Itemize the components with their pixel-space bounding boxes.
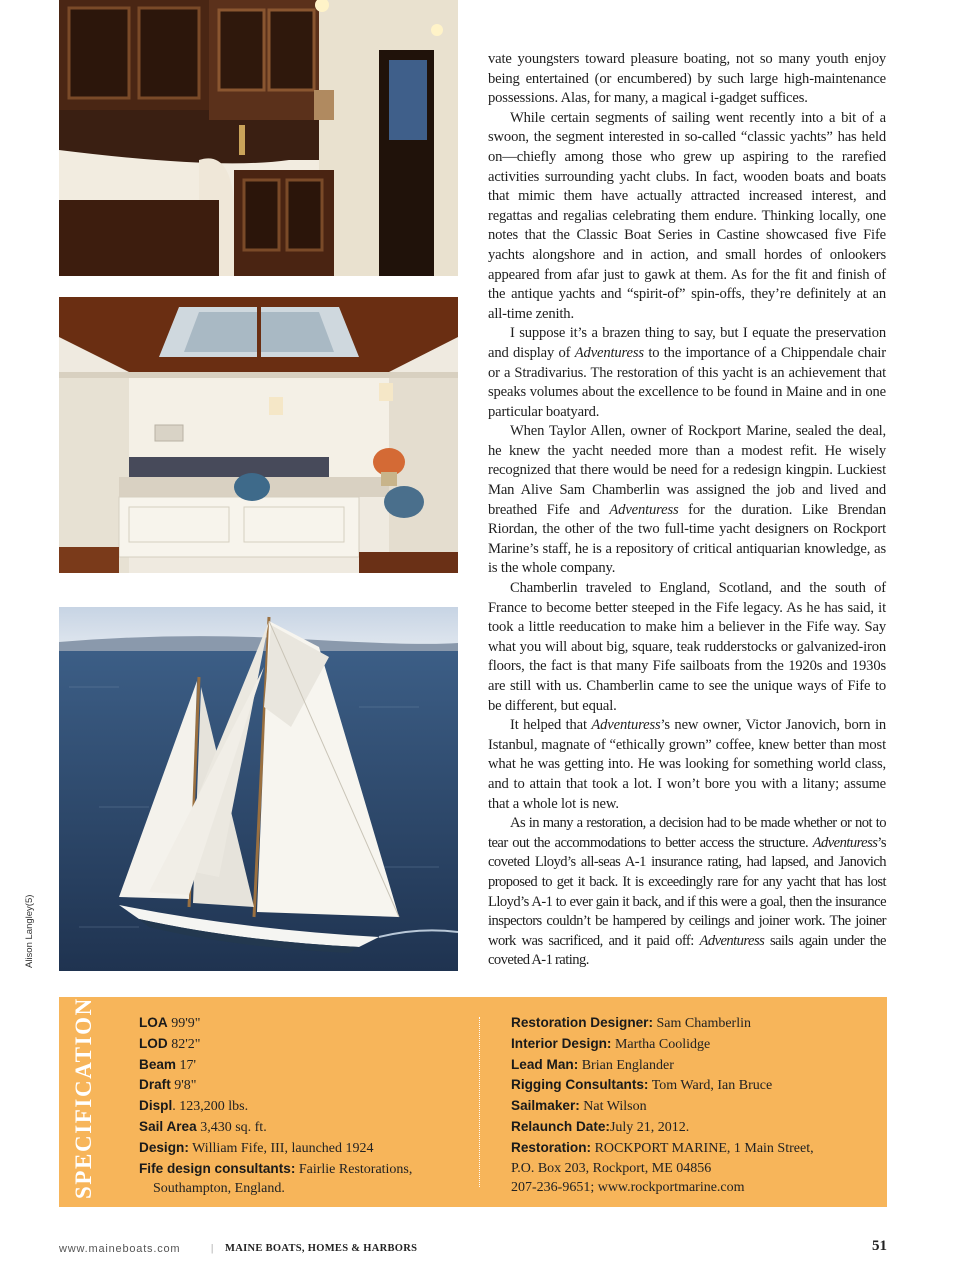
spec-row: Sailmaker: Nat Wilson: [511, 1098, 647, 1115]
photo-credit: Alison Langley(5): [24, 894, 35, 968]
footer-separator: |: [211, 1242, 214, 1254]
spec-row: Relaunch Date:July 21, 2012.: [511, 1118, 690, 1135]
spec-row: Interior Design: Martha Coolidge: [511, 1035, 711, 1052]
spec-row: Displ. 123,200 lbs.: [139, 1098, 249, 1115]
page-footer: [59, 1240, 887, 1260]
vessel-name: Adventuress: [699, 932, 765, 949]
article-paragraph: While certain segments of sailing went recently into a bit of a swoon, the segment interested in so-called “classic yachts” has held on—chiefly among those who grew up aspiring to the rarefied activities surrounding yacht clubs. In fact, wooden boats and boats that mimic them have actually attracted increased interest, and regattas and regalias celebrating them endure. Thinking locally, one notes that the Classic Boat Series in Castine showcased five Fife yachts alongshore and in action, and small hordes of onlookers appeared from afar just to gawk at them. As for the fit and finish of the antique yachts and “spirit-of” spin-offs, they’re definitely at an all-time zenith.: [488, 109, 886, 322]
vessel-name: Adventuress: [609, 501, 679, 518]
photo-cabin-interior: [59, 297, 458, 573]
specifications-box: [59, 982, 887, 1207]
photo-schooner-under-sail: [59, 607, 458, 971]
specs-right-column: [511, 1013, 871, 1198]
specs-divider: [479, 1017, 480, 1187]
spec-row: Restoration: ROCKPORT MARINE, 1 Main Street,: [511, 1139, 814, 1156]
vessel-name: Adventuress: [591, 717, 661, 734]
article-paragraph: I suppose it’s a brazen thing to say, but I equate the preservation and display of Adventuress to the importance of a Chippendale chair or a Stradivarius. The restoration of this yacht is an achievement that speaks volumes about the excellence to be found in Maine and in one particular boatyard.: [488, 325, 886, 420]
footer-website-link[interactable]: www.maineboats.com: [59, 1243, 181, 1255]
spec-row: LOD 82'2": [139, 1035, 201, 1052]
spec-row: Lead Man: Brian Englander: [511, 1056, 674, 1073]
vessel-name: Adventuress: [574, 344, 644, 361]
spec-row: Sail Area 3,430 sq. ft.: [139, 1118, 267, 1135]
article-paragraph: As in many a restoration, a decision had to be made whether or not to tear out the accommodations to better access the structure. Adventuress’s coveted Lloyd’s all-seas A-1 insurance rating, had lapsed, and Janovich proposed to get it back. It is exceedingly rare for any yacht that has lost Lloyd’s A-1 to ever gain it back, and if this were a goal, then the insurance inspectors couldn’t be hampered by ceilings and joiner work. The joiner work was sacrificed, and it paid off: Adventuress sails again under the coveted A-1 rating.: [488, 815, 886, 969]
article-paragraph: It helped that Adventuress’s new owner, Victor Janovich, born in Istanbul, magnate of “ethically grown” coffee, knew better than most what he was getting into. He was looking for something world class, and to attain that took a lot. I won’t bore you with a litany; assume that a whole lot is new.: [488, 717, 886, 812]
article-body: [488, 50, 886, 971]
spec-row: Restoration Designer: Sam Chamberlin: [511, 1015, 752, 1031]
spec-row: Rigging Consultants: Tom Ward, Ian Bruce: [511, 1077, 773, 1094]
specifications-title: SPECIFICATIONS: [71, 982, 96, 1199]
spec-row-continuation: Southampton, England.: [153, 1181, 285, 1197]
spec-row-continuation: 207-236-9651; www.rockportmarine.com: [511, 1180, 745, 1196]
spec-row: Design: William Fife, III, launched 1924: [139, 1139, 374, 1156]
photo-galley-interior: [59, 0, 458, 276]
specs-left-column: [139, 1013, 449, 1199]
article-paragraph: vate youngsters toward pleasure boating, not so many youth enjoy being entertained (or encumbered) by such large high-maintenance possessions. Alas, for many, a magical i-gadget suffices.: [488, 51, 886, 107]
article-paragraph: When Taylor Allen, owner of Rockport Marine, sealed the deal, he knew the yacht needed more than a modest refit. He wisely recognized that there would be need for a redesign kingpin. Luckiest Man Alive Sam Chamberlin was assigned the job and lived and breathed Fife and Adventuress for the duration. Like Brendan Riordan, the other of the two full-time yacht designers on Rockport Marine’s staff, he is a repository of critical antiquarian knowledge, as is the whole company.: [488, 423, 887, 577]
spec-row-continuation: P.O. Box 203, Rockport, ME 04856: [511, 1160, 712, 1176]
vessel-name: Adventuress: [812, 834, 878, 851]
spec-row: Fife design consultants: Fairlie Restorations,: [139, 1160, 413, 1177]
page-number: 51: [872, 1238, 887, 1254]
spec-row: LOA 99'9": [139, 1015, 201, 1031]
article-paragraph: Chamberlin traveled to England, Scotland, and the south of France to become better steeped in the Fife legacy. As he has said, it took a little reeducation to make him a believer in the Fife way. Say what you will about big, square, teak rudderstocks or galvanized-iron floors, the fact is that many Fife sailboats from the 1920s and 1930s are still with us. Chamberlin came to see the unique ways of Fife to be different, but equal.: [488, 580, 886, 714]
spec-row: Beam 17': [139, 1056, 197, 1073]
footer-magazine-title: MAINE BOATS, HOMES & HARBORS: [225, 1243, 418, 1254]
spec-row: Draft 9'8": [139, 1077, 197, 1094]
